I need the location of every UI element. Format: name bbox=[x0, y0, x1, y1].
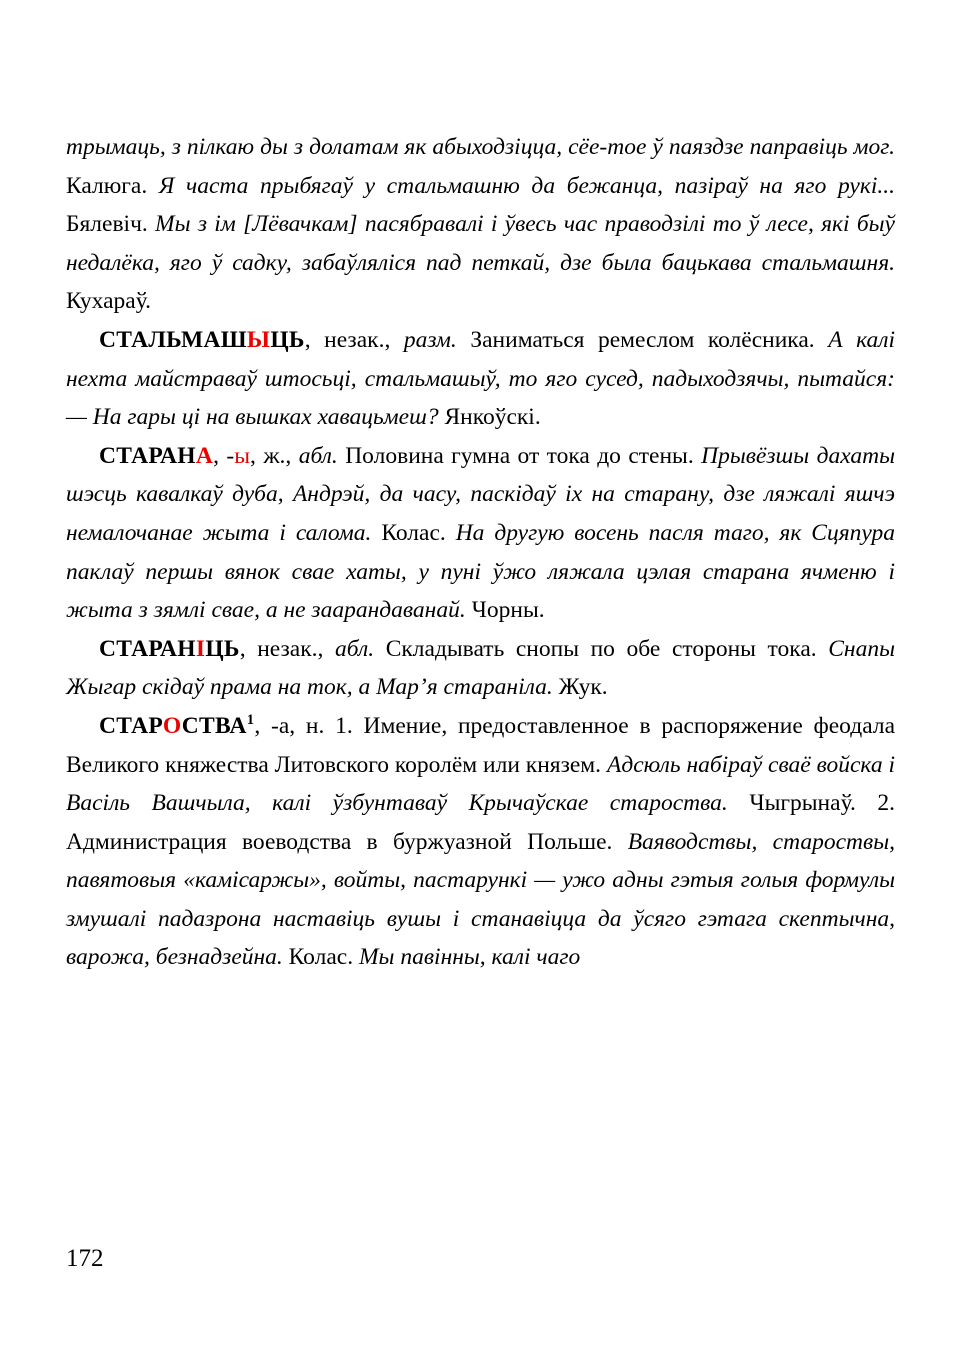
headword bbox=[99, 636, 240, 662]
citation-text: А калі нехта майстраваў штосьці, стальмашыў, то яго сусед, падыходзячы, пытайся: — На гары ці на вышках хавацьмеш? bbox=[66, 326, 896, 431]
homograph-superscript: 1 bbox=[246, 712, 255, 729]
citation-text: Адсюль набіраў сваё войска і Васіль Вашчыла, калі ўзбунтаваў Крычаўскае староства. bbox=[66, 751, 895, 817]
text-column bbox=[66, 128, 895, 977]
definition-text: Жук. bbox=[552, 674, 608, 701]
definition-text: , незак., bbox=[239, 635, 335, 662]
definition-text: Янкоўскі. bbox=[438, 404, 541, 431]
headword-segment: СТВА bbox=[181, 712, 247, 739]
definition-text: Кухараў. bbox=[66, 288, 151, 315]
headword-segment: СТАЛЬМАШ bbox=[99, 326, 247, 353]
definition-text: , -а, н. 1. Имение, предоставленное в распоряжение феодала Великого княжества Литовского королём или князем. bbox=[66, 712, 895, 778]
dictionary-entry bbox=[66, 321, 895, 437]
citation-text: На другую восень пасля таго, як Сцяпура паклаў першы вянок свае хаты, у пуні ўжо ляжала цэлая старана ячменю і жыта з зямлі свае, а не заарандаванай. bbox=[66, 519, 895, 624]
definition-text: Чорны. bbox=[465, 597, 545, 624]
citation-text: Мы павінны, калі чаго bbox=[353, 944, 581, 971]
citation-text: Ваяводствы, староствы, павятовыя «камісаржы», войты, пастарункі — ужо адны гэтыя голыя формулы змушалі падазрона наставіць вушы і станавіцца да ўсяго гэтага скептычна, варожа, безнадзейна. bbox=[66, 828, 895, 971]
definition-text: незак., bbox=[324, 326, 404, 353]
page-number: 172 bbox=[66, 1245, 104, 1272]
citation-text: Я часта прыбягаў у стальмашню да бежанца, пазіраў на яго рукі... bbox=[147, 172, 895, 199]
definition-text: Бялевіч. bbox=[66, 211, 148, 238]
dictionary-entry bbox=[66, 630, 895, 707]
stress-accent-letter: Ы bbox=[246, 326, 271, 353]
definition-text: - bbox=[226, 442, 235, 469]
headword-segment: СТАР bbox=[99, 712, 163, 739]
dictionary-entry bbox=[66, 437, 895, 630]
citation-text: Прывёзшы дахаты шэсць кавалкаў дуба, Андрэй, да часу, паскідаў іх на старану, дзе ляжалі яшчэ немалочанае жыта і салома. bbox=[66, 442, 895, 546]
citation-text: абл. bbox=[334, 635, 375, 662]
dictionary-entry bbox=[66, 707, 895, 977]
stress-accent-letter: ы bbox=[234, 442, 251, 469]
citation-text: разм. bbox=[403, 326, 457, 353]
headword-segment: СТАРАН bbox=[99, 635, 196, 662]
stress-accent-letter: А bbox=[195, 442, 214, 469]
definition-text: Колас. bbox=[282, 944, 354, 971]
definition-text: , bbox=[304, 326, 325, 353]
headword bbox=[99, 327, 305, 353]
definition-text: Заниматься ремеслом колёсника. bbox=[456, 326, 815, 353]
citation-text: Мы з ім [Лёвачкам] пасябравалі і ўвесь час праводзілі то ў лесе, які быў недалёка, яго ў садку, забаўляліся пад петкай, дзе была бацькава стальмашня. bbox=[66, 211, 895, 276]
citation-text: Снапы Жыгар скідаў прама на ток, а Мар’я стараніла. bbox=[66, 635, 895, 701]
headword-segment: ЦЬ bbox=[205, 635, 240, 662]
definition-text: Чыгрынаў. 2. Администрация воеводства в буржуазной Польше. bbox=[66, 790, 895, 855]
definition-text: Половина гумна от тока до стены. bbox=[337, 442, 694, 469]
stress-accent-letter: І bbox=[195, 635, 206, 662]
headword bbox=[99, 713, 254, 739]
headword-segment: СТАРАН bbox=[99, 442, 196, 469]
citation-text: трымаць, з пілкаю ды з долатам як абыходзіцца, сёе-тое ў паяздзе паправіць мог. bbox=[66, 134, 895, 160]
headword-segment: ЦЬ bbox=[270, 326, 305, 353]
citation-text: абл. bbox=[298, 442, 338, 469]
stress-accent-letter: О bbox=[162, 712, 182, 739]
definition-text: , ж., bbox=[250, 442, 299, 469]
definition-text: Колас. bbox=[371, 519, 446, 546]
continuation-paragraph bbox=[66, 128, 895, 321]
definition-text: Складывать снопы по обе стороны тока. bbox=[374, 635, 817, 662]
definition-text: , bbox=[213, 442, 227, 469]
headword bbox=[99, 443, 213, 469]
definition-text: Калюга. bbox=[66, 172, 148, 199]
